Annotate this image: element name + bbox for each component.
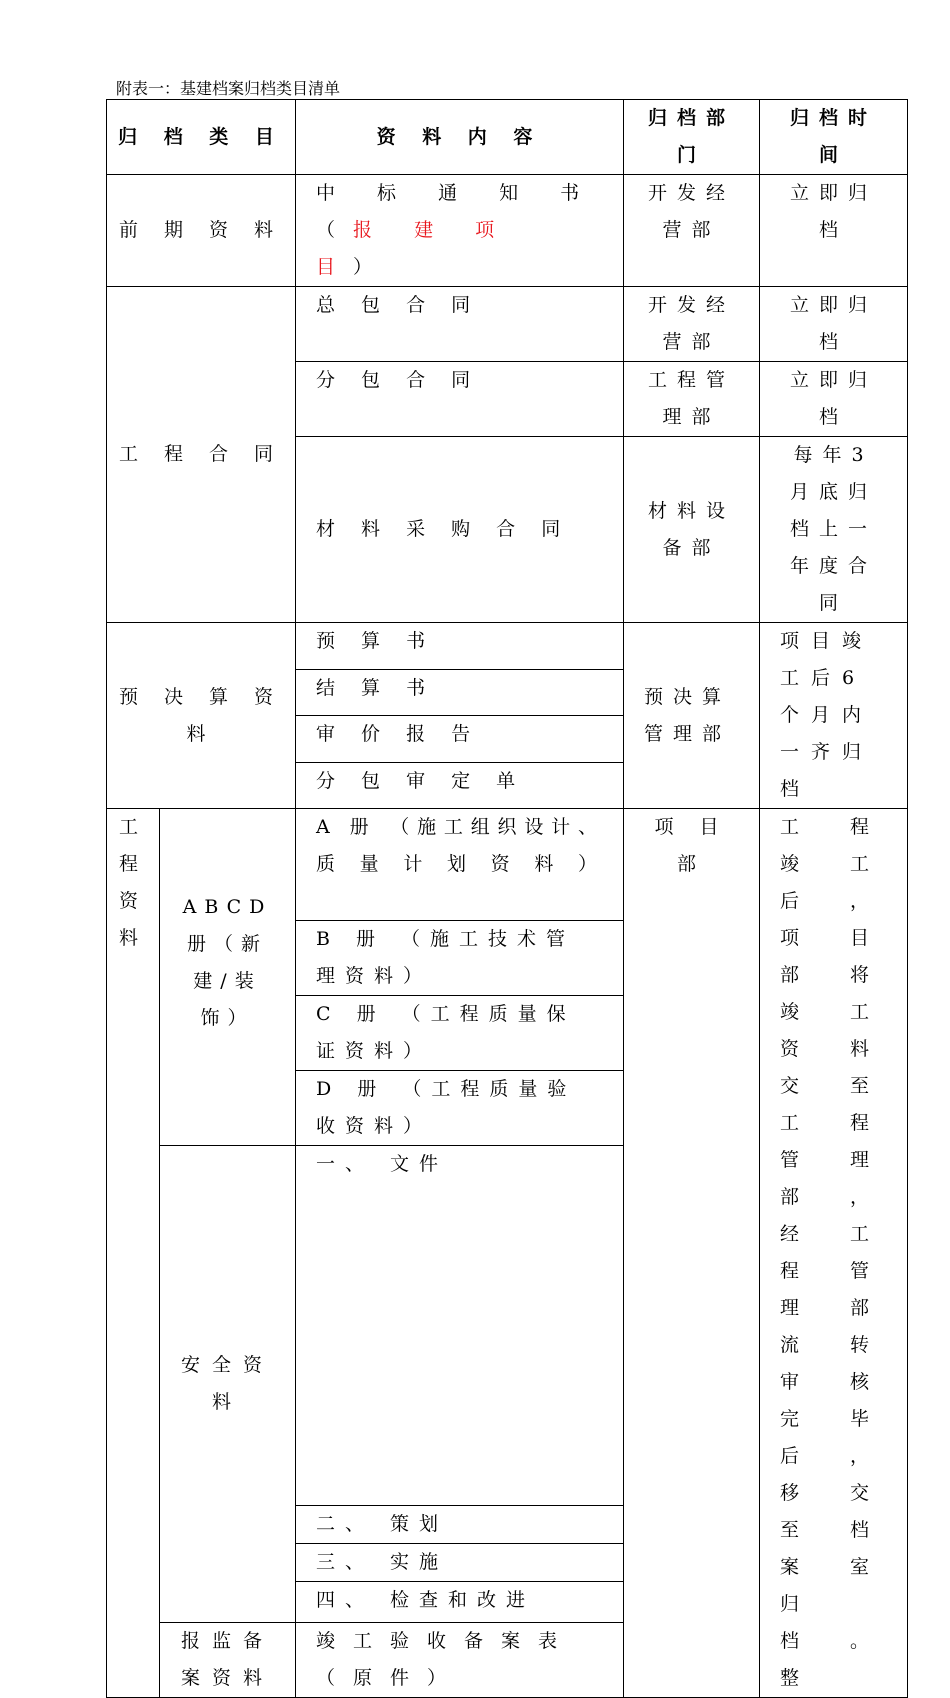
content-budget-item: 分 包 审 定 单 [296,762,624,809]
time-budget: 项目竣工后6个月内一齐归档 [760,623,908,809]
content-budget-item: 结 算 书 [296,669,624,716]
table-row-budget-1 [107,623,908,670]
safety-label: 安全资料 [160,1146,296,1623]
table-caption: 附表一：基建档案归档类目清单 [116,79,341,98]
category-engineering-label: 工程资料 [119,816,139,949]
department-engineering: 项 目 部 [624,809,760,1698]
content-safety-item: 三、 实施 [296,1544,624,1582]
content-safety-item: 一、 文件 [296,1146,624,1506]
content-supervision-item: 竣工验收备案表（原件） [296,1623,624,1698]
category-budget: 预 决 算 资 料 [107,623,296,809]
content-general-contract: 总 包 合 同 [296,287,624,362]
content-preliminary-red: 报 建 项 目 [316,219,513,278]
category-contracts: 工 程 合 同 [107,287,296,623]
department-sub-contract: 工程管理部 [624,362,760,437]
content-abcd-item: D 册 （工程质量验收资料） [296,1071,624,1146]
content-sub-contract: 分 包 合 同 [296,362,624,437]
table-row-abcd-a [107,809,908,921]
content-safety-item: 二、 策划 [296,1506,624,1544]
header-category: 归 档 类 目 [107,100,296,175]
department-material-contract: 材料设备部 [624,437,760,623]
time-engineering: 工程竣工后，项目部将竣工资料交至工程管理部，经工程管理部流转审核完毕后，移交至档案室归档。整 [760,809,908,1698]
time-sub-contract: 立即归档 [760,362,908,437]
time-general-contract: 立即归档 [760,287,908,362]
header-content: 资 料 内 容 [296,100,624,175]
content-budget-item: 预 算 书 [296,623,624,670]
content-safety-item: 四、 检查和改进 [296,1582,624,1623]
archive-category-table [106,99,908,1698]
header-time: 归档时间 [760,100,908,175]
category-engineering [107,809,160,1698]
content-abcd-item: A 册 （施工组织设计、质量计划资料） [296,809,624,921]
department-preliminary: 开发经营部 [624,175,760,287]
table-row-general-contract [107,287,908,362]
header-row [107,100,908,175]
content-material-contract: 材 料 采 购 合 同 [296,437,624,623]
department-budget: 预决算管理部 [624,623,760,809]
content-preliminary-suffix: ） [353,256,391,278]
table-row-preliminary [107,175,908,287]
content-abcd-item: C 册 （工程质量保证资料） [296,996,624,1071]
category-preliminary: 前 期 资 料 [107,175,296,287]
abcd-label: ABCD 册（新建/装饰） [160,809,296,1146]
content-preliminary-prefix: 中 标 通 知 书 （ [316,182,598,241]
time-preliminary: 立即归档 [760,175,908,287]
content-budget-item: 审 价 报 告 [296,716,624,763]
supervision-label: 报监备案资料 [160,1623,296,1698]
department-general-contract: 开发经营部 [624,287,760,362]
content-abcd-item: B 册 （施工技术管理资料） [296,921,624,996]
content-preliminary [296,175,624,287]
header-department: 归档部门 [624,100,760,175]
time-material-contract: 每年3月底归档上一年度合同 [760,437,908,623]
